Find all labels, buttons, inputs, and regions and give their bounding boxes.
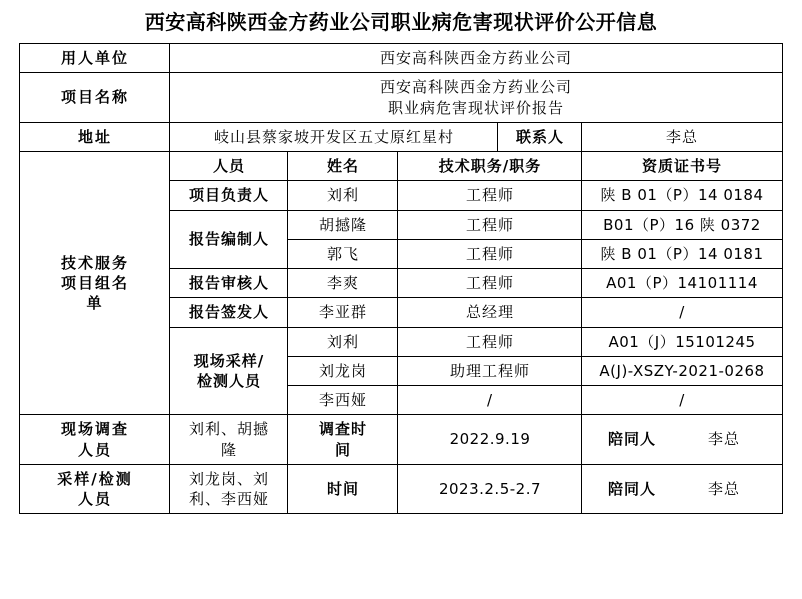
survey-time-label-line2: 间 <box>334 440 351 459</box>
member-cert: A01（P）14101114 <box>582 269 782 298</box>
team-label <box>20 152 170 415</box>
member-cert: A(J)-XSZY-2021-0268 <box>582 356 782 385</box>
sampling-escort-label: 陪同人 <box>607 479 656 498</box>
survey-label <box>20 415 170 465</box>
project-value <box>170 73 782 123</box>
member-cert: 陕 B 01（P）14 0184 <box>582 181 782 210</box>
survey-escort-value: 李总 <box>707 430 740 449</box>
member-name: 郭飞 <box>288 239 398 268</box>
member-cert: B01（P）16 陕 0372 <box>582 210 782 239</box>
survey-label-line1: 现场调查 <box>60 420 129 439</box>
member-role: 项目负责人 <box>170 181 288 210</box>
member-role <box>170 327 288 415</box>
sampling-people-line2: 利、李西娅 <box>188 490 269 508</box>
member-title: / <box>398 386 582 415</box>
member-role-line1: 现场采样/ <box>193 351 265 370</box>
member-title: 工程师 <box>398 327 582 356</box>
member-name: 李亚群 <box>288 298 398 327</box>
sampling-time-value: 2023.2.5-2.7 <box>398 464 582 514</box>
member-name: 刘利 <box>288 181 398 210</box>
member-name: 李西娅 <box>288 386 398 415</box>
employer-label: 用人单位 <box>20 44 170 73</box>
member-title: 工程师 <box>398 269 582 298</box>
survey-time-value: 2022.9.19 <box>398 415 582 465</box>
project-label: 项目名称 <box>20 73 170 123</box>
team-label-line2: 项目组名 <box>60 274 129 292</box>
member-name: 李爽 <box>288 269 398 298</box>
member-title: 工程师 <box>398 181 582 210</box>
team-header-cert: 资质证书号 <box>582 152 782 181</box>
table-row <box>20 464 782 514</box>
table-row <box>20 73 782 123</box>
survey-people-line2: 隆 <box>220 440 237 459</box>
employer-value: 西安高科陕西金方药业公司 <box>170 44 782 73</box>
project-value-line2: 职业病危害现状评价报告 <box>387 98 564 117</box>
member-cert: A01（J）15101245 <box>582 327 782 356</box>
sampling-escort <box>582 464 782 514</box>
survey-time-label-line1: 调查时 <box>318 420 367 439</box>
survey-escort <box>582 415 782 465</box>
sampling-people-line1: 刘龙岗、刘 <box>188 469 269 488</box>
member-role-line2: 检测人员 <box>196 371 261 390</box>
table-row <box>20 44 782 73</box>
member-title: 工程师 <box>398 239 582 268</box>
address-label: 地址 <box>20 122 170 151</box>
team-label-line1: 技术服务 <box>60 253 129 272</box>
contact-label: 联系人 <box>498 122 582 151</box>
team-header-personnel: 人员 <box>170 152 288 181</box>
project-value-line1: 西安高科陕西金方药业公司 <box>379 78 572 97</box>
contact-value: 李总 <box>582 122 782 151</box>
team-header-name: 姓名 <box>288 152 398 181</box>
member-role: 报告签发人 <box>170 298 288 327</box>
address-value: 岐山县蔡家坡开发区五丈原红星村 <box>170 122 498 151</box>
member-cert: / <box>582 298 782 327</box>
survey-time-label <box>288 415 398 465</box>
sampling-people <box>170 464 288 514</box>
public-information-table <box>19 43 782 514</box>
member-title: 总经理 <box>398 298 582 327</box>
member-cert: / <box>582 386 782 415</box>
table-row <box>20 152 782 181</box>
survey-people-line1: 刘利、胡撼 <box>188 420 269 439</box>
member-role: 报告编制人 <box>170 210 288 269</box>
table-row <box>20 122 782 151</box>
survey-people <box>170 415 288 465</box>
page-title: 西安高科陕西金方药业公司职业病危害现状评价公开信息 <box>144 10 658 34</box>
sampling-label-line1: 采样/检测 <box>57 469 133 488</box>
member-name: 刘利 <box>288 327 398 356</box>
sampling-label-line2: 人员 <box>77 490 112 508</box>
member-cert: 陕 B 01（P）14 0181 <box>582 239 782 268</box>
table-row <box>20 415 782 465</box>
member-name: 胡撼隆 <box>288 210 398 239</box>
team-header-title: 技术职务/职务 <box>398 152 582 181</box>
member-title: 助理工程师 <box>398 356 582 385</box>
member-name: 刘龙岗 <box>288 356 398 385</box>
member-title: 工程师 <box>398 210 582 239</box>
survey-escort-label: 陪同人 <box>607 430 656 449</box>
member-role: 报告审核人 <box>170 269 288 298</box>
sampling-time-label: 时间 <box>288 464 398 514</box>
survey-label-line2: 人员 <box>77 440 112 459</box>
sampling-escort-value: 李总 <box>707 479 740 498</box>
team-label-line3: 单 <box>86 294 104 313</box>
sampling-label <box>20 464 170 514</box>
